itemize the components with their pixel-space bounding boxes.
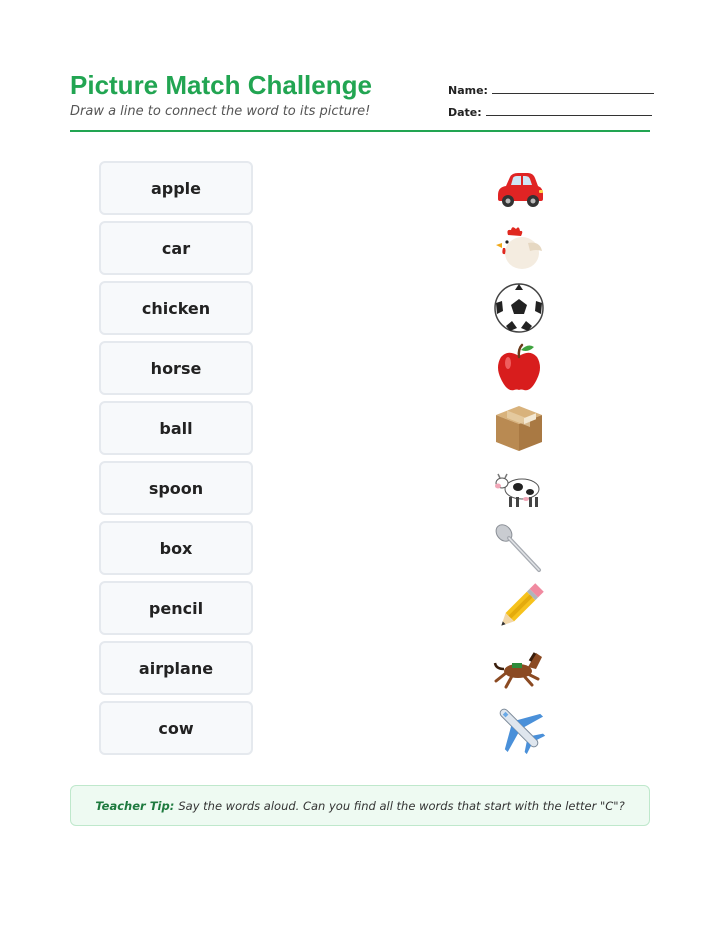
word-card-chicken[interactable]: chicken (99, 281, 253, 335)
date-label: Date: (448, 106, 482, 119)
word-card-spoon[interactable]: spoon (99, 461, 253, 515)
word-card-airplane[interactable]: airplane (99, 641, 253, 695)
word-card-apple[interactable]: apple (99, 161, 253, 215)
name-field[interactable] (448, 83, 654, 97)
word-card-box[interactable]: box (99, 521, 253, 575)
teacher-tip-label: Teacher Tip: (95, 798, 175, 813)
teacher-tip-box (70, 785, 650, 826)
date-field[interactable] (448, 105, 652, 119)
chicken-icon[interactable] (490, 221, 548, 275)
cow-icon[interactable] (490, 461, 548, 515)
soccer-ball-icon[interactable] (490, 281, 548, 335)
box-icon[interactable] (490, 401, 548, 455)
name-label: Name: (448, 84, 488, 97)
spoon-icon[interactable] (490, 521, 548, 575)
word-card-horse[interactable]: horse (99, 341, 253, 395)
date-line[interactable] (486, 105, 652, 116)
page-title: Picture Match Challenge (70, 70, 372, 100)
horse-icon[interactable] (490, 641, 548, 695)
apple-icon[interactable] (490, 341, 548, 395)
header-divider (70, 130, 650, 132)
word-card-cow[interactable]: cow (99, 701, 253, 755)
car-icon[interactable] (490, 161, 548, 215)
word-card-car[interactable]: car (99, 221, 253, 275)
teacher-tip-text: Say the words aloud. Can you find all the words that start with the letter "C"? (178, 798, 625, 813)
airplane-icon[interactable] (490, 701, 548, 755)
word-card-ball[interactable]: ball (99, 401, 253, 455)
word-card-pencil[interactable]: pencil (99, 581, 253, 635)
pencil-icon[interactable] (490, 581, 548, 635)
name-line[interactable] (492, 83, 654, 94)
page-subtitle: Draw a line to connect the word to its picture! (70, 104, 371, 119)
